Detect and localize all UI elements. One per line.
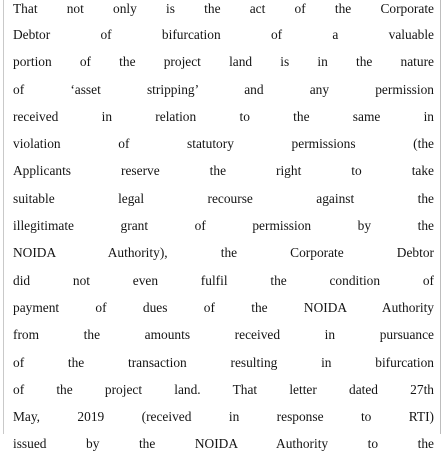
text-line: issued by the NOIDA Authority to the — [13, 436, 434, 452]
text-line: portion of the project land is in the nature — [13, 54, 434, 70]
text-line: of ‘asset stripping’ and any permission — [13, 81, 434, 97]
text-line: received in relation to the same in — [13, 108, 434, 124]
text-line: payment of dues of the NOIDA Authority — [13, 299, 434, 315]
text-line: of the transaction resulting in bifurcation — [13, 354, 434, 370]
text-line: NOIDA Authority), the Corporate Debtor — [13, 245, 434, 261]
paragraph — [13, 0, 434, 458]
text-line: May, 2019 (received in response to RTI) — [13, 409, 434, 425]
text-line: Debtor of bifurcation of a valuable — [13, 27, 434, 42]
text-line: Applicants reserve the right to take — [13, 163, 434, 179]
right-border-rule — [440, 0, 441, 434]
text-line: from the amounts received in pursuance — [13, 327, 434, 343]
left-border-rule — [3, 0, 4, 434]
text-line: That not only is the act of the Corporate — [13, 1, 434, 16]
text-line: of the project land. That letter dated 27th — [13, 381, 434, 397]
text-line: did not even fulfil the condition of — [13, 272, 434, 288]
text-line: violation of statutory permissions (the — [13, 136, 434, 152]
text-line: suitable legal recourse against the — [13, 190, 434, 206]
text-line: illegitimate grant of permission by the — [13, 218, 434, 234]
